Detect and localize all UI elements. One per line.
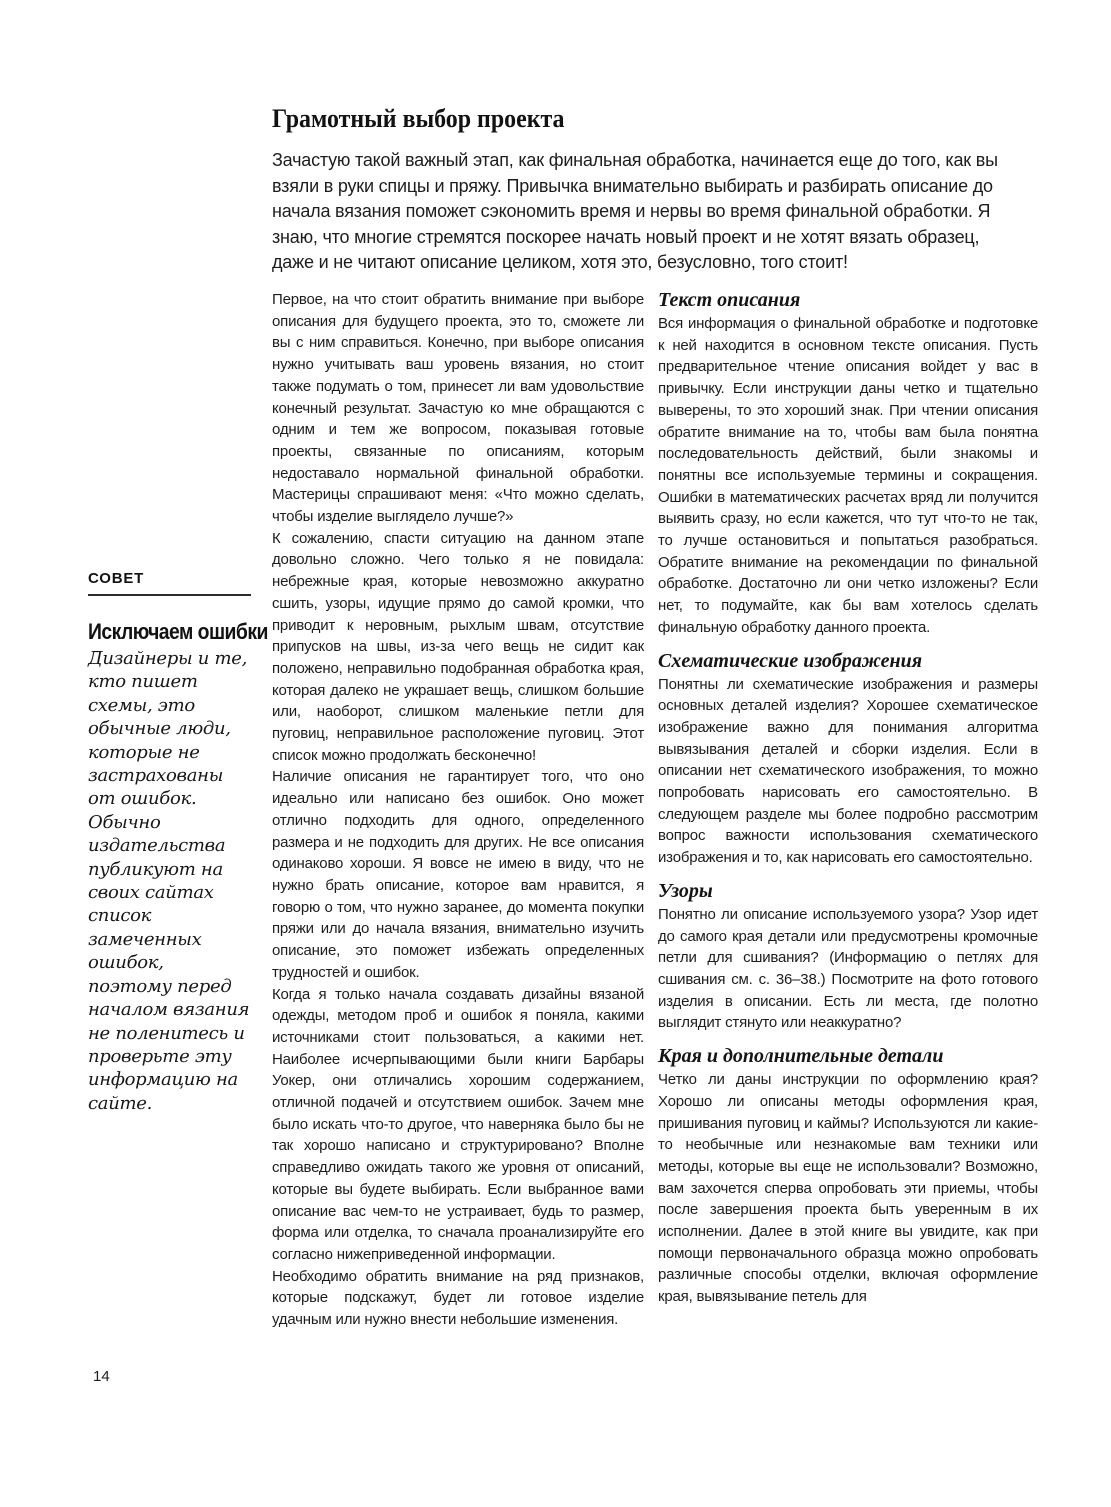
intro-paragraph: Зачастую такой важный этап, как финальная обработка, начинается еще до того, как вы взяли в руки спицы и пряжу. Привычка внимательно выбирать и разбирать описание до начала вязания поможет сэкономить время и нервы во время финальной обработки. Я знаю, что многие стремятся поскорее начать новый проект и не хотят вязать образец, даже и не читают описание целиком, хотя это, безусловно, того стоит! <box>272 150 998 272</box>
body-paragraph: К сожалению, спасти ситуацию на данном этапе довольно сложно. Чего только я не повидала: небрежные края, которые невозможно аккуратно сшить, узоры, идущие прямо до самой кромки, что приводит к неровным, рыхлым швам, отсутствие припусков на швы, из-за чего вещь не сидит как положено, неправильно подобранная обработка края, которая далеко не украшает вещь, слишком большие или, наоборот, слишком маленькие петли для пуговиц, неправильное расположение пуговиц. Этот список можно продолжать бесконечно! <box>272 529 644 764</box>
section-heading: Края и дополнительные детали <box>658 1045 944 1068</box>
section-skhematicheskie-izobrazheniya <box>658 650 1038 869</box>
tip-body: Дизайнеры и те, кто пишет схемы, это обычные люди, которые не застрахованы от ошибок. Обычно издательства публикуют на своих сайтах список замеченных ошибок, поэтому перед началом вязания не поленитесь и проверьте эту информацию на сайте. <box>88 648 250 1114</box>
section-heading: Текст описания <box>658 289 801 311</box>
tip-sidebar <box>88 570 268 1115</box>
tip-rule <box>88 594 251 596</box>
body-paragraph: Когда я только начала создавать дизайны вязаной одежды, методом проб и ошибок я поняла, какими источниками стоит пользоваться, а какими нет. Наиболее исчерпывающими были книги Барбары Уокер, они отличались хорошим содержанием, отличной подачей и отсутствием ошибок. Зачем мне было искать что-то другое, что наверняка было бы не так хорошо написано и структурировано? Вполне справедливо ожидать такого же уровня от описаний, которые вы будете выбирать. Если выбранное вами описание вас чем-то не устраивает, будь то размер, форма или отделка, то сначала проанализируйте его согласно нижеприведенной информации. <box>272 985 644 1263</box>
body-paragraph: Необходимо обратить внимание на ряд признаков, которые подскажут, будет ли готовое изделие удачным или нужно внести небольшие изменения. <box>272 1267 644 1329</box>
section-heading: Схематические изображения <box>658 649 923 672</box>
section-body: Четко ли даны инструкции по оформлению края? Хорошо ли описаны методы оформления края, пришивания пуговиц и каймы? Используются ли какие-то необычные или незнакомые вам техники или методы, которые вы еще не использовали? Возможно, вам захочется сперва опробовать эти приемы, чтобы после завершения проекта быть уверенным в их исполнении. Далее в этой книге вы увидите, как при помощи первоначального образца можно опробовать различные способы отделки, включая оформление края, вывязывание петель для <box>658 1071 1038 1306</box>
section-body: Понятно ли описание используемого узора? Узор идет до самого края детали или предусмотрены кромочные петли для сшивания? (Информацию о петлях для сшивания см. с. 36–38.) Посмотрите на фото готового изделия в описании. Есть ли места, где полотно выглядит стянуто или неаккуратно? <box>658 905 1038 1032</box>
right-column <box>658 289 1038 1331</box>
tip-title: Исключаем ошибки <box>88 619 268 644</box>
left-column <box>272 289 644 1331</box>
section-uzory <box>658 880 1038 1034</box>
page-title: Грамотный выбор проекта <box>272 104 565 133</box>
section-body: Понятны ли схематические изображения и размеры основных деталей изделия? Хорошее схематическое изображение важно для понимания алгоритма вывязывания деталей и сборки изделия. Если в описании нет схематического изображения, то можно попробовать нарисовать его самостоятельно. В следующем разделе мы более подробно рассмотрим вопрос важности использования схематического изображения и то, как нарисовать его самостоятельно. <box>658 675 1038 867</box>
section-heading: Узоры <box>658 879 713 902</box>
body-paragraph: Наличие описания не гарантирует того, что оно идеально или написано без ошибок. Оно может отлично подходить для одного, определенного размера и не подходить для других. Не все описания одинаково хороши. Я вовсе не имею в виду, что не нужно брать описание, которое вам нравится, я говорю о том, что нужно заранее, до момента покупки пряжи или до начала вязания, внимательно изучить описание, это поможет избежать определенных трудностей и ошибок. <box>272 768 644 981</box>
body-columns <box>272 289 1038 1331</box>
section-kraya-i-detali <box>658 1045 1038 1308</box>
section-text-opisaniya <box>658 289 1038 639</box>
section-body: Вся информация о финальной обработке и подготовке к ней находится в основном тексте описания. Пусть предварительное чтение описания войдет у вас в привычку. Если инструкции даны четко и тщательно выверены, то это хороший знак. При чтении описания обратите внимание на то, чтобы вам была понятна последовательность действий, были знакомы и понятны все используемые термины и сокращения. Ошибки в математических расчетах вряд ли получится выявить сразу, но если кажется, что тут что-то не так, то лучше остановиться и попытаться разобраться. Обратите внимание на рекомендации по финальной обработке. Достаточно ли они четко изложены? Если нет, то подумайте, как бы вам хотелось сделать финальную обработку данного проекта. <box>658 315 1038 636</box>
body-paragraph: Первое, на что стоит обратить внимание при выборе описания для будущего проекта, это то, сможете ли вы с ним справиться. Конечно, при выборе описания нужно учитывать ваш уровень вязания, но стоит также подумать о том, принесет ли вам удовольствие конечный результат. Зачастую ко мне обращаются с одним и тем же вопросом, показывая готовые проекты, связанные по описаниям, которым недоставало нормальной финальной обработки. Мастерицы спрашивают меня: «Что можно сделать, чтобы изделие выглядело лучше?» <box>272 291 644 526</box>
tip-kicker: СОВЕТ <box>88 570 145 587</box>
page-number: 14 <box>93 1368 110 1385</box>
